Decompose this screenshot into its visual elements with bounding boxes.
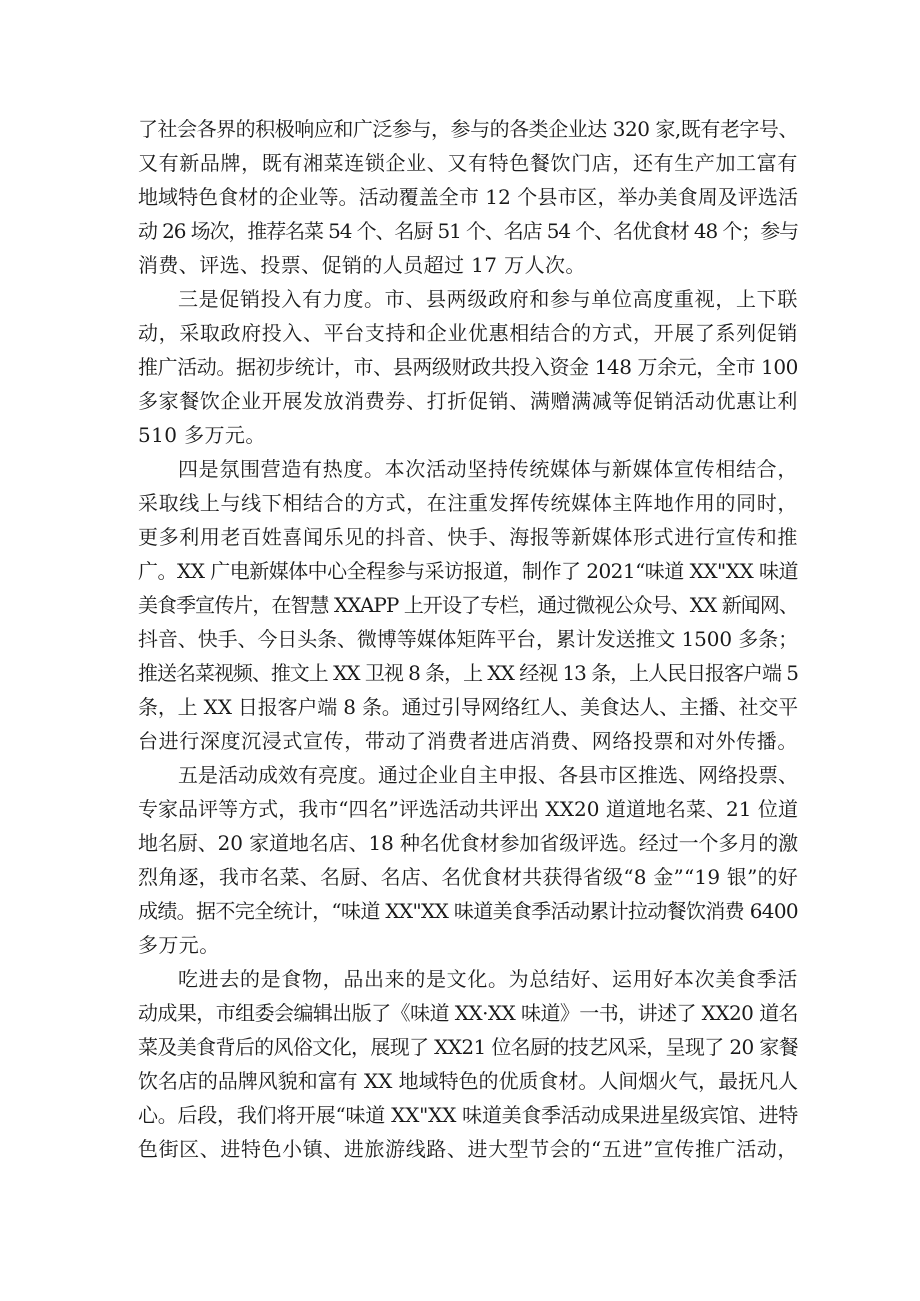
text-line: 510 多万元。 [138,423,266,447]
text-line: 饮名店的品牌风貌和富有 XX 地域特色的优质食材。人间烟火气，最抚凡人 [138,1069,798,1093]
text-line: 色街区、进特色小镇、进旅游线路、进大型节会的“五进”宣传推广活动， [138,1137,798,1161]
text-line: 心。后段，我们将开展“味道 XX"XX 味道美食季活动成果进星级宾馆、进特 [138,1103,798,1127]
text-line: 动，采取政府投入、平台支持和企业优惠相结合的方式，开展了系列促销 [138,321,798,345]
text-line: 地域特色食材的企业等。活动覆盖全市 12 个县市区，举办美食周及评选活 [138,185,798,209]
text-line: 地名厨、20 家道地名店、18 种名优食材参加省级评选。经过一个多月的激 [138,831,798,855]
paragraph-first-line: 吃进去的是食物，品出来的是文化。为总结好、运用好本次美食季活 [178,967,798,991]
text-line: 又有新品牌，既有湘菜连锁企业、又有特色餐饮门店，还有生产加工富有 [138,151,798,175]
text-line: 推送名菜视频、推文上 XX 卫视 8 条，上 XX 经视 13 条，上人民日报客户端 5 [138,661,798,685]
text-line: 烈角逐，我市名菜、名厨、名店、名优食材共获得省级“8 金”“19 银”的好 [138,865,798,889]
text-line: 台进行深度沉浸式宣传，带动了消费者进店消费、网络投票和对外传播。 [138,729,798,753]
paragraph-first-line: 五是活动成效有亮度。通过企业自主申报、各县市区推选、网络投票、 [178,763,798,787]
text-line: 条，上 XX 日报客户端 8 条。通过引导网络红人、美食达人、主播、社交平 [138,695,798,719]
text-line: 动成果，市组委会编辑出版了《味道 XX·XX 味道》一书，讲述了 XX20 道名 [138,1001,798,1025]
text-line: 广。XX 广电新媒体中心全程参与采访报道，制作了 2021“味道 XX"XX 味道 [138,559,798,583]
text-line: 动 26 场次，推荐名菜 54 个、名厨 51 个、名店 54 个、名优食材 48 个；参与 [138,219,798,243]
text-line: 成绩。据不完全统计，“味道 XX"XX 味道美食季活动累计拉动餐饮消费 6400 [138,899,798,923]
text-line: 抖音、快手、今日头条、微博等媒体矩阵平台，累计发送推文 1500 多条； [138,627,798,651]
text-line: 多万元。 [138,933,220,957]
text-line: 推广活动。据初步统计，市、县两级财政共投入资金 148 万余元，全市 100 [138,355,798,379]
paragraph-first-line: 三是促销投入有力度。市、县两级政府和参与单位高度重视，上下联 [178,287,798,311]
text-line: 了社会各界的积极响应和广泛参与，参与的各类企业达 320 家,既有老字号、 [138,117,798,141]
paragraph-first-line: 四是氛围营造有热度。本次活动坚持传统媒体与新媒体宣传相结合， [178,457,798,481]
text-line: 消费、评选、投票、促销的人员超过 17 万人次。 [138,253,586,277]
text-line: 多家餐饮企业开展发放消费券、打折促销、满赠满减等促销活动优惠让利 [138,389,798,413]
text-line: 美食季宣传片，在智慧 XXAPP 上开设了专栏，通过微视公众号、XX 新闻网、 [138,593,798,617]
text-line: 菜及美食背后的风俗文化，展现了 XX21 位名厨的技艺风采，呈现了 20 家餐 [138,1035,798,1059]
text-line: 采取线上与线下相结合的方式，在注重发挥传统媒体主阵地作用的同时， [138,491,798,515]
document-body [138,112,798,1166]
text-line: 专家品评等方式，我市“四名”评选活动共评出 XX20 道道地名菜、21 位道 [138,797,798,821]
text-line: 更多利用老百姓喜闻乐见的抖音、快手、海报等新媒体形式进行宣传和推 [138,525,798,549]
